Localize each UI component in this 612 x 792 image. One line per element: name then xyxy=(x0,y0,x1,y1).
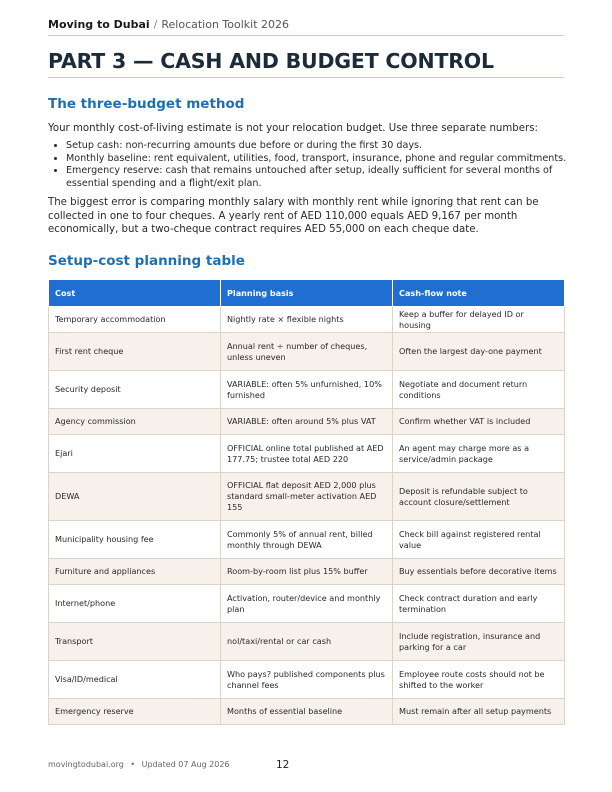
cell-cash-flow-note: Often the largest day-one payment xyxy=(393,333,565,371)
cell-cost: Internet/phone xyxy=(49,585,221,623)
column-header-cash-flow-note: Cash-flow note xyxy=(393,280,565,307)
footer-bullet: • xyxy=(130,760,136,769)
cell-cash-flow-note: Check bill against registered rental value xyxy=(393,521,565,559)
cell-cost: Transport xyxy=(49,623,221,661)
section-heading-three-budget: The three-budget method xyxy=(48,96,245,112)
table-row xyxy=(49,333,565,371)
cell-planning-basis: Nightly rate × flexible nights xyxy=(221,307,393,333)
bullet-item-monthly-baseline: • Monthly baseline: rent equivalent, utilities, food, transport, insurance, phone and regular commitments. xyxy=(66,153,582,166)
cell-cash-flow-note: Check contract duration and early termination xyxy=(393,585,565,623)
cell-cost: Ejari xyxy=(49,435,221,473)
cell-cash-flow-note: Deposit is refundable subject to account closure/settlement xyxy=(393,473,565,521)
table-row xyxy=(49,371,565,409)
cell-cost: DEWA xyxy=(49,473,221,521)
cell-cost: Visa/ID/medical xyxy=(49,661,221,699)
table-row xyxy=(49,699,565,725)
cell-planning-basis: OFFICIAL online total published at AED 177.75; trustee total AED 220 xyxy=(221,435,393,473)
table-row xyxy=(49,473,565,521)
part-title: PART 3 — CASH AND BUDGET CONTROL xyxy=(48,49,564,78)
cell-cash-flow-note: Negotiate and document return conditions xyxy=(393,371,565,409)
cell-planning-basis: VARIABLE: often 5% unfurnished, 10% furnished xyxy=(221,371,393,409)
cell-cost: Furniture and appliances xyxy=(49,559,221,585)
cell-cash-flow-note: Buy essentials before decorative items xyxy=(393,559,565,585)
section-heading-setup-table: Setup-cost planning table xyxy=(48,253,245,269)
cell-cost: Security deposit xyxy=(49,371,221,409)
bullet-item-emergency-reserve: • Emergency reserve: cash that remains untouched after setup, ideally sufficient for several months of essential spending and a flight/exit plan. xyxy=(66,165,582,190)
table-row xyxy=(49,623,565,661)
rent-cheque-paragraph: The biggest error is comparing monthly salary with monthly rent while ignoring that rent can be collected in one to four cheques. A yearly rent of AED 110,000 equals AED 9,167 per month economically, but a two-cheque contract requires AED 55,000 on each cheque date. xyxy=(48,197,539,236)
setup-cost-table xyxy=(48,279,565,725)
cell-planning-basis: nol/taxi/rental or car cash xyxy=(221,623,393,661)
table-row xyxy=(49,307,565,333)
cell-cash-flow-note: Must remain after all setup payments xyxy=(393,699,565,725)
cell-cost: Municipality housing fee xyxy=(49,521,221,559)
footer-site-link[interactable]: movingtodubai.org xyxy=(48,760,124,769)
cell-cash-flow-note: Keep a buffer for delayed ID or housing xyxy=(393,307,565,333)
cell-cost: Emergency reserve xyxy=(49,699,221,725)
cell-cost: First rent cheque xyxy=(49,333,221,371)
footer-updated-date: Updated 07 Aug 2026 xyxy=(141,760,230,769)
header-brand: Moving to Dubai xyxy=(48,18,150,31)
cell-planning-basis: Annual rent ÷ number of cheques, unless uneven xyxy=(221,333,393,371)
table-header-row xyxy=(49,280,565,307)
header-separator: / xyxy=(153,18,158,31)
intro-paragraph: Your monthly cost-of-living estimate is not your relocation budget. Use three separate numbers: xyxy=(48,123,538,134)
column-header-planning-basis: Planning basis xyxy=(221,280,393,307)
table-row xyxy=(49,559,565,585)
running-header xyxy=(48,18,564,36)
table-row xyxy=(49,585,565,623)
cell-planning-basis: Activation, router/device and monthly plan xyxy=(221,585,393,623)
cell-planning-basis: Months of essential baseline xyxy=(221,699,393,725)
cell-planning-basis: OFFICIAL flat deposit AED 2,000 plus standard small-meter activation AED 155 xyxy=(221,473,393,521)
cell-planning-basis: Who pays? published components plus channel fees xyxy=(221,661,393,699)
cell-cost: Temporary accommodation xyxy=(49,307,221,333)
cell-cost: Agency commission xyxy=(49,409,221,435)
cell-planning-basis: Commonly 5% of annual rent, billed monthly through DEWA xyxy=(221,521,393,559)
cell-cash-flow-note: Employee route costs should not be shifted to the worker xyxy=(393,661,565,699)
table-row xyxy=(49,661,565,699)
cell-planning-basis: Room-by-room list plus 15% buffer xyxy=(221,559,393,585)
bullet-list xyxy=(48,140,582,190)
cell-cash-flow-note: An agent may charge more as a service/admin package xyxy=(393,435,565,473)
cell-cash-flow-note: Confirm whether VAT is included xyxy=(393,409,565,435)
table-row xyxy=(49,409,565,435)
table-row xyxy=(49,435,565,473)
cell-cash-flow-note: Include registration, insurance and parking for a car xyxy=(393,623,565,661)
table-row xyxy=(49,521,565,559)
cell-planning-basis: VARIABLE: often around 5% plus VAT xyxy=(221,409,393,435)
page-number: 12 xyxy=(276,759,290,771)
bullet-item-setup-cash: • Setup cash: non-recurring amounts due before or during the first 30 days. xyxy=(66,140,582,153)
footer xyxy=(48,760,230,769)
column-header-cost: Cost xyxy=(49,280,221,307)
header-subtitle: Relocation Toolkit 2026 xyxy=(161,18,290,31)
